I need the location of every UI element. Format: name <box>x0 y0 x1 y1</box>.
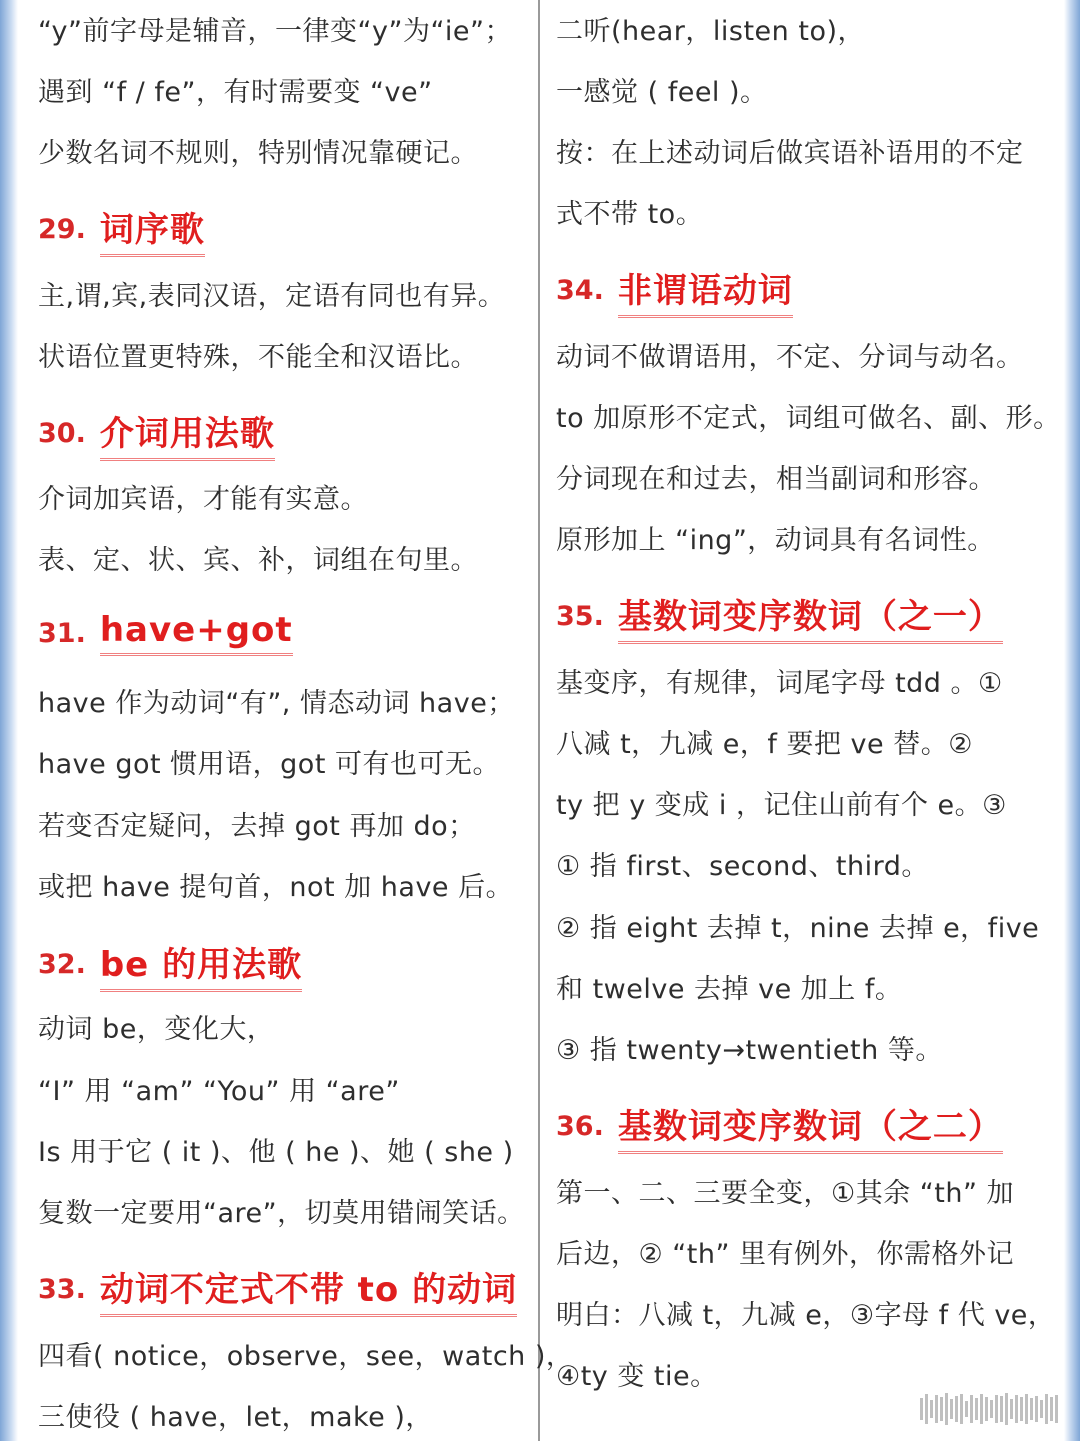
section-title: 介词用法歌 <box>100 406 275 461</box>
section-heading-32 <box>38 937 302 987</box>
text-line: ty 把 y 变成 i ，记住山前有个 e。③ <box>556 790 1007 821</box>
text-line: 四看( notice，observe，see，watch )， <box>38 1341 574 1372</box>
section-title: 非谓语动词 <box>618 263 793 318</box>
section-number: 29. <box>38 214 86 245</box>
section-heading-30 <box>38 406 275 456</box>
text-line: 明白：八减 t，九减 e，③字母 f 代 ve， <box>556 1300 1056 1331</box>
text-line: ① 指 first、second、third。 <box>556 851 929 882</box>
text-line: have 作为动词“有”, 情态动词 have； <box>38 688 515 719</box>
text-line: have got 惯用语，got 可有也可无。 <box>38 749 500 780</box>
text-line: 介词加宾语，才能有实意。 <box>38 484 368 515</box>
text-line: 和 twelve 去掉 ve 加上 f。 <box>556 974 903 1005</box>
text-line: 三使役 ( have，let，make )， <box>38 1402 433 1433</box>
text-line: “I” 用 “am” “You” 用 “are” <box>38 1076 400 1107</box>
text-line: Is 用于它 ( it )、他 ( he )、她 ( she ) <box>38 1137 514 1168</box>
text-line: 动词不做谓语用，不定、分词与动名。 <box>556 342 1024 373</box>
text-line: 第一、二、三要全变，①其余 “th” 加 <box>556 1178 1015 1209</box>
section-number: 36. <box>556 1111 604 1142</box>
text-line: ③ 指 twenty→twentieth 等。 <box>556 1035 943 1066</box>
text-line: 式不带 to。 <box>556 199 704 230</box>
text-line: ④ty 变 tie。 <box>556 1361 718 1392</box>
text-line: 二听(hear，listen to)， <box>556 16 866 47</box>
section-title: have+got <box>100 610 293 656</box>
text-line: 状语位置更特殊，不能全和汉语比。 <box>38 342 478 373</box>
text-line: “y”前字母是辅音，一律变“y”为“ie”； <box>38 16 513 47</box>
text-line: 复数一定要用“are”，切莫用错闹笑话。 <box>38 1198 525 1229</box>
section-heading-29 <box>38 202 205 252</box>
text-line: to 加原形不定式，词组可做名、副、形。 <box>556 403 1061 434</box>
section-title: 基数词变序数词（之二） <box>618 1099 1003 1154</box>
text-line: 若变否定疑问，去掉 got 再加 do； <box>38 811 476 842</box>
section-number: 32. <box>38 949 86 980</box>
text-line: 分词现在和过去，相当副词和形容。 <box>556 464 996 495</box>
section-heading-34 <box>556 263 793 313</box>
text-line: 八减 t，九减 e，f 要把 ve 替。② <box>556 729 973 760</box>
section-heading-36 <box>556 1099 1003 1149</box>
section-number: 33. <box>38 1274 86 1305</box>
text-line: ② 指 eight 去掉 t，nine 去掉 e，five <box>556 913 1040 944</box>
left-border <box>0 0 18 1441</box>
section-heading-31 <box>38 610 293 660</box>
text-line: 基变序，有规律，词尾字母 tdd 。① <box>556 668 1003 699</box>
section-heading-35 <box>556 589 1003 639</box>
text-line: 或把 have 提句首，not 加 have 后。 <box>38 872 514 903</box>
text-line: 遇到 “f / fe”，有时需要变 “ve” <box>38 77 433 108</box>
text-line: 按：在上述动词后做宾语补语用的不定 <box>556 138 1024 169</box>
column-divider <box>538 0 540 1441</box>
section-number: 31. <box>38 617 86 649</box>
text-line: 主,谓,宾,表同汉语，定语有同也有异。 <box>38 281 506 312</box>
section-title: 词序歌 <box>100 202 205 257</box>
text-line: 少数名词不规则，特别情况靠硬记。 <box>38 138 478 169</box>
section-title: 动词不定式不带 to 的动词 <box>100 1262 517 1317</box>
right-border <box>1064 0 1080 1441</box>
text-line: 原形加上 “ing”，动词具有名词性。 <box>556 525 995 556</box>
section-title: be 的用法歌 <box>100 937 302 992</box>
text-line: 后边，② “th” 里有例外，你需格外记 <box>556 1239 1015 1270</box>
watermark-bars <box>758 1389 1058 1429</box>
section-title: 基数词变序数词（之一） <box>618 589 1003 644</box>
text-line: 表、定、状、宾、补，词组在句里。 <box>38 545 478 576</box>
section-number: 35. <box>556 601 604 632</box>
text-line: 一感觉 ( feel )。 <box>556 77 768 108</box>
section-number: 30. <box>38 418 86 449</box>
section-number: 34. <box>556 275 604 306</box>
section-heading-33 <box>38 1262 517 1312</box>
text-line: 动词 be，变化大， <box>38 1014 275 1045</box>
